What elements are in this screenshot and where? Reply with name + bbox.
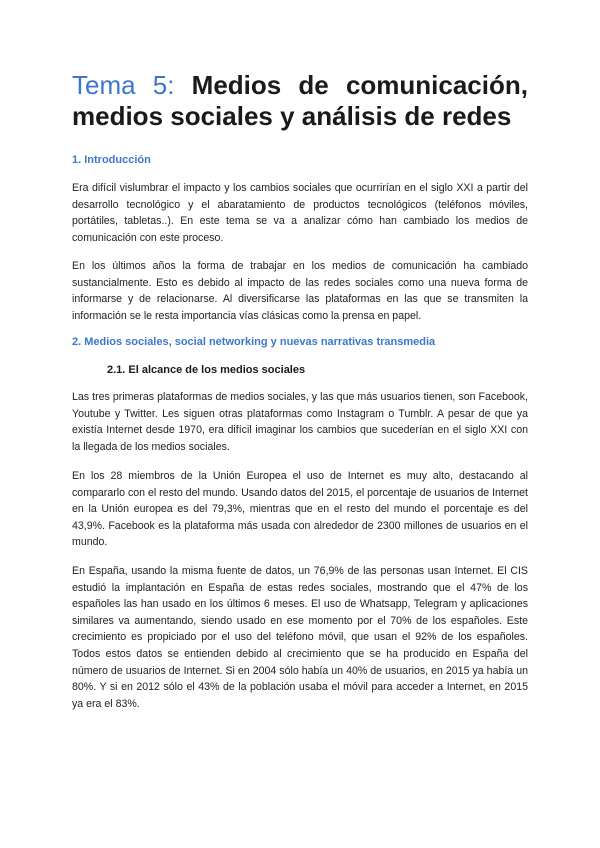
paragraph-intro-2: En los últimos años la forma de trabajar en los medios de comunicación ha cambiado sustancialmente. Esto es debido al impacto de las redes sociales como una nueva forma de informarse y de relacionarse. Al diversificarse las plataformas en las que se transmiten la información se le resta importancia vías clásicas como la prensa en papel. — [72, 260, 528, 322]
title-prefix: Tema 5: — [72, 70, 175, 100]
paragraph-alcance-1: Las tres primeras plataformas de medios sociales, y las que más usuarios tienen, son Facebook, Youtube y Twitter. Les siguen otras plataformas como Instagram o Tumblr. A pesar de que ya existía Internet desde 1970, era difícil imaginar los cambios que sucederían en el siglo XXI con la llegada de los medios sociales. — [72, 391, 528, 453]
section-heading-introduccion: 1. Introducción — [72, 154, 151, 166]
title-text: Medios de comunicación, medios sociales y análisis de redes — [72, 70, 528, 131]
paragraph-alcance-3: En España, usando la misma fuente de datos, un 76,9% de las personas usan Internet. El CIS estudió la implantación en España de estas redes sociales, mostrando que el 47% de los españoles las han usado en los últimos 6 meses. El uso de Whatsapp, Telegram y aplicaciones similares va aumentando, siendo usado en ese momento por el 70% de los españoles. Este crecimiento es propiciado por el uso del teléfono móvil, que usan el 92% de los españoles. Todos estos datos se entienden debido al crecimiento que se ha producido en España del número de usuarios de Internet. Si en 2004 sólo había un 40% de usuarios, en 2015 ya había un 80%. Y si en 2012 sólo el 43% de la población usaba el móvil para acceder a Internet, en 2015 ya era el 83%. — [72, 565, 528, 710]
paragraph-intro-1: Era difícil vislumbrar el impacto y los cambios sociales que ocurrirían en el siglo XXI a partir del desarrollo tecnológico y el abaratamiento de productos tecnológicos (teléfonos móviles, portátiles, tabletas..). En este tema se va a analizar cómo han cambiado los medios de comunicación con este proceso. — [72, 182, 528, 244]
subsection-heading-alcance: 2.1. El alcance de los medios sociales — [107, 364, 306, 376]
section-heading-medios-sociales: 2. Medios sociales, social networking y nuevas narrativas transmedia — [72, 336, 436, 348]
paragraph-alcance-2: En los 28 miembros de la Unión Europea el uso de Internet es muy alto, destacando al compararlo con el resto del mundo. Usando datos del 2015, el porcentaje de usuarios de Internet en la Unión europea es del 79,3%, mientras que en el resto del mundo el porcentaje es del 43,9%. Facebook es la plataforma más usada con alrededor de 2300 millones de usuarios en el mundo. — [72, 470, 528, 549]
document-title — [72, 70, 528, 132]
